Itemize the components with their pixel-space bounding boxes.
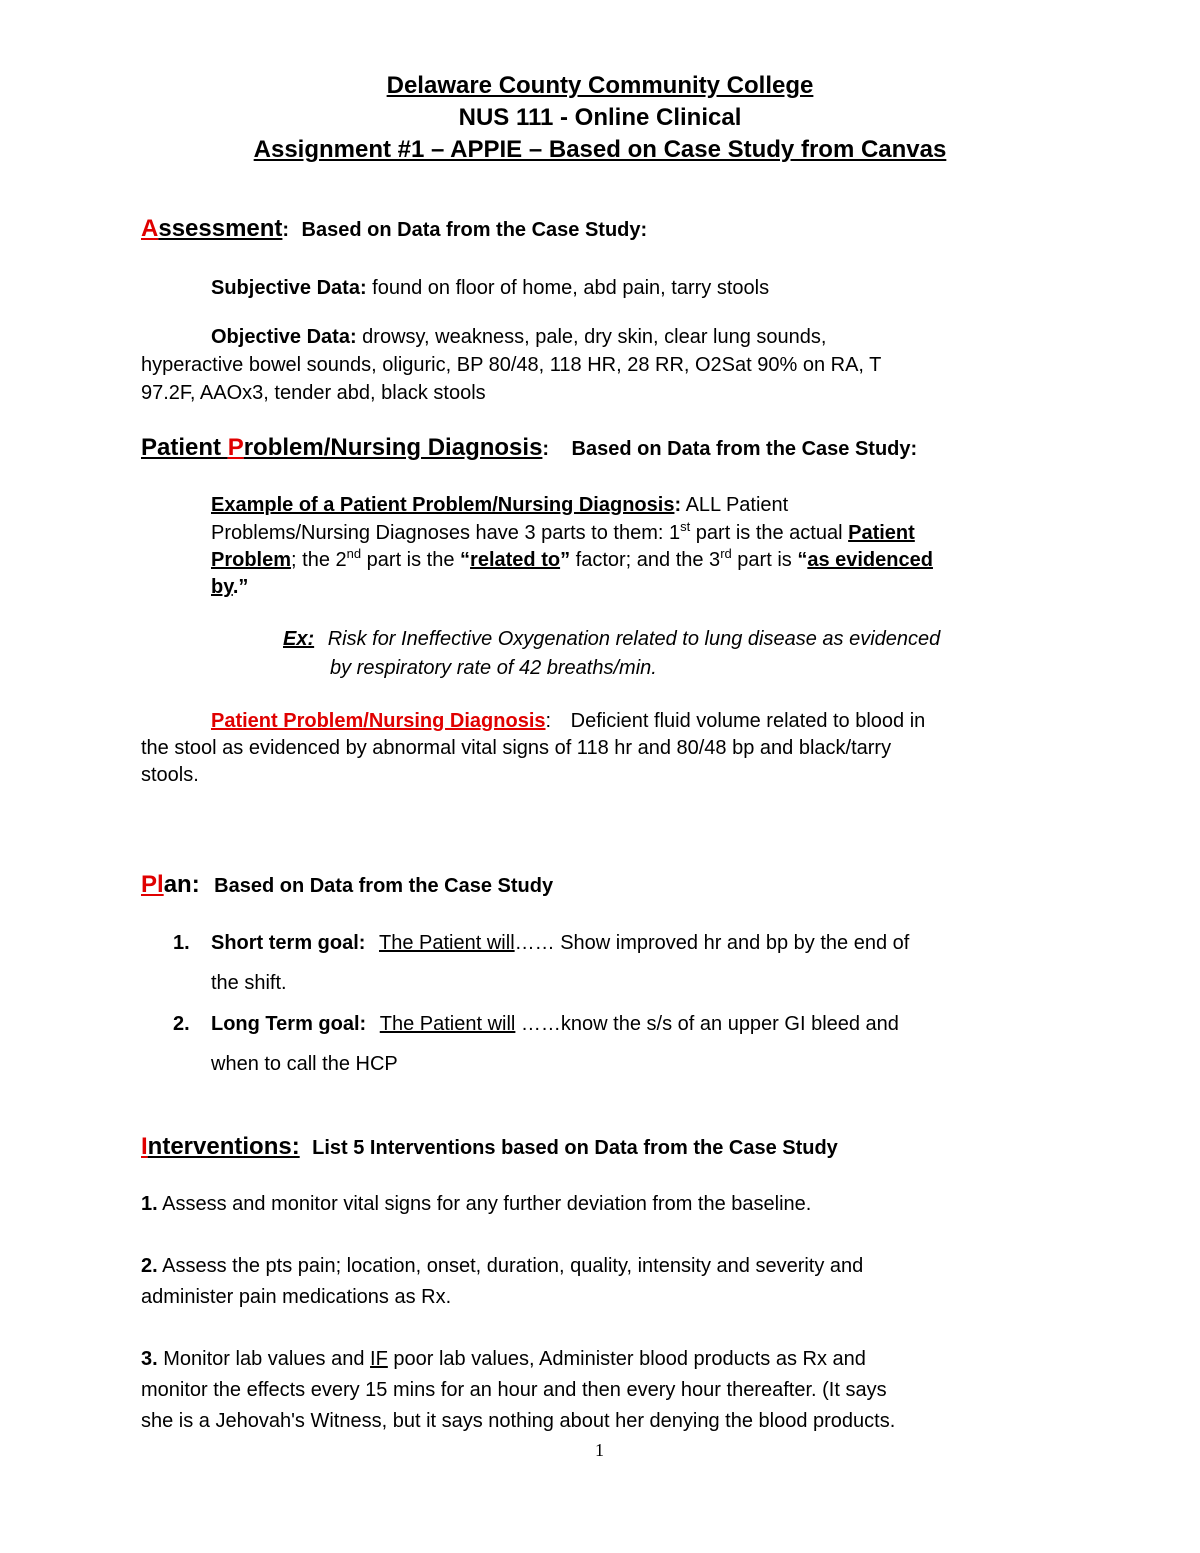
intervention-3-line2: monitor the effects every 15 mins for an hour and then every hour thereafter. (It says (141, 1379, 887, 1401)
intervention-2: 2. Assess the pts pain; location, onset, duration, quality, intensity and severity and (141, 1255, 864, 1277)
plan-subtitle: Based on Data from the Case Study (214, 875, 554, 897)
assessment-subtitle: Based on Data from the Case Study: (301, 219, 648, 241)
diagnosis-heading: Patient Problem/Nursing Diagnosis: Based on Data from the Case Study: (141, 434, 918, 461)
answer-line2: the stool as evidenced by abnormal vital signs of 118 hr and 80/48 bp and black/tarry (141, 737, 892, 759)
course-title: NUS 111 - Online Clinical (458, 104, 742, 131)
objective-data-line1: Objective Data: drowsy, weakness, pale, dry skin, clear lung sounds, (211, 326, 827, 348)
goal-1-text2: the shift. (211, 972, 287, 994)
example-line3: Problem; the 2nd part is the “related to” factor; and the 3rd part is “as evidenced (211, 546, 933, 571)
example-line4: by.” (211, 576, 249, 598)
intervention-3: 3. Monitor lab values and IF poor lab values, Administer blood products as Rx and (141, 1348, 866, 1370)
ex-line2: by respiratory rate of 42 breaths/min. (330, 657, 657, 679)
example-line1: Example of a Patient Problem/Nursing Diagnosis: ALL Patient (211, 494, 789, 516)
plan-heading: Plan: Based on Data from the Case Study (141, 871, 554, 898)
goal-2: 2. (173, 1013, 190, 1035)
interventions-subtitle: List 5 Interventions based on Data from the Case Study (312, 1137, 838, 1159)
goal-2-text2: when to call the HCP (211, 1053, 398, 1075)
assessment-heading: Assessment: Based on Data from the Case Study: (141, 215, 648, 242)
intervention-3-line3: she is a Jehovah's Witness, but it says nothing about her denying the blood products. (141, 1410, 896, 1432)
intervention-1: 1. Assess and monitor vital signs for any further deviation from the baseline. (141, 1193, 812, 1215)
objective-data-line2: hyperactive bowel sounds, oliguric, BP 80/48, 118 HR, 28 RR, O2Sat 90% on RA, T (141, 354, 882, 376)
example-line2: Problems/Nursing Diagnoses have 3 parts to them: 1st part is the actual Patient (211, 519, 915, 544)
goal-1: 1. (173, 932, 190, 954)
answer-line1: Patient Problem/Nursing Diagnosis: Deficient fluid volume related to blood in (211, 710, 926, 732)
page-number: 1 (595, 1440, 604, 1460)
intervention-2-line2: administer pain medications as Rx. (141, 1286, 452, 1308)
ex-line1: Ex: Risk for Ineffective Oxygenation related to lung disease as evidenced (283, 628, 941, 650)
goal-1-text: Short term goal: The Patient will…… Show improved hr and bp by the end of (211, 932, 910, 954)
objective-data-line3: 97.2F, AAOx3, tender abd, black stools (141, 382, 486, 404)
goal-2-text: Long Term goal: The Patient will ……know the s/s of an upper GI bleed and (211, 1013, 899, 1035)
diagnosis-subtitle: Based on Data from the Case Study: (571, 438, 918, 460)
interventions-heading: Interventions: List 5 Interventions based on Data from the Case Study (141, 1133, 838, 1160)
college-title: Delaware County Community College (386, 72, 814, 99)
assignment-title: Assignment #1 – APPIE – Based on Case Study from Canvas (253, 136, 947, 163)
subjective-data: Subjective Data: found on floor of home, abd pain, tarry stools (211, 277, 770, 299)
answer-line3: stools. (141, 764, 199, 786)
